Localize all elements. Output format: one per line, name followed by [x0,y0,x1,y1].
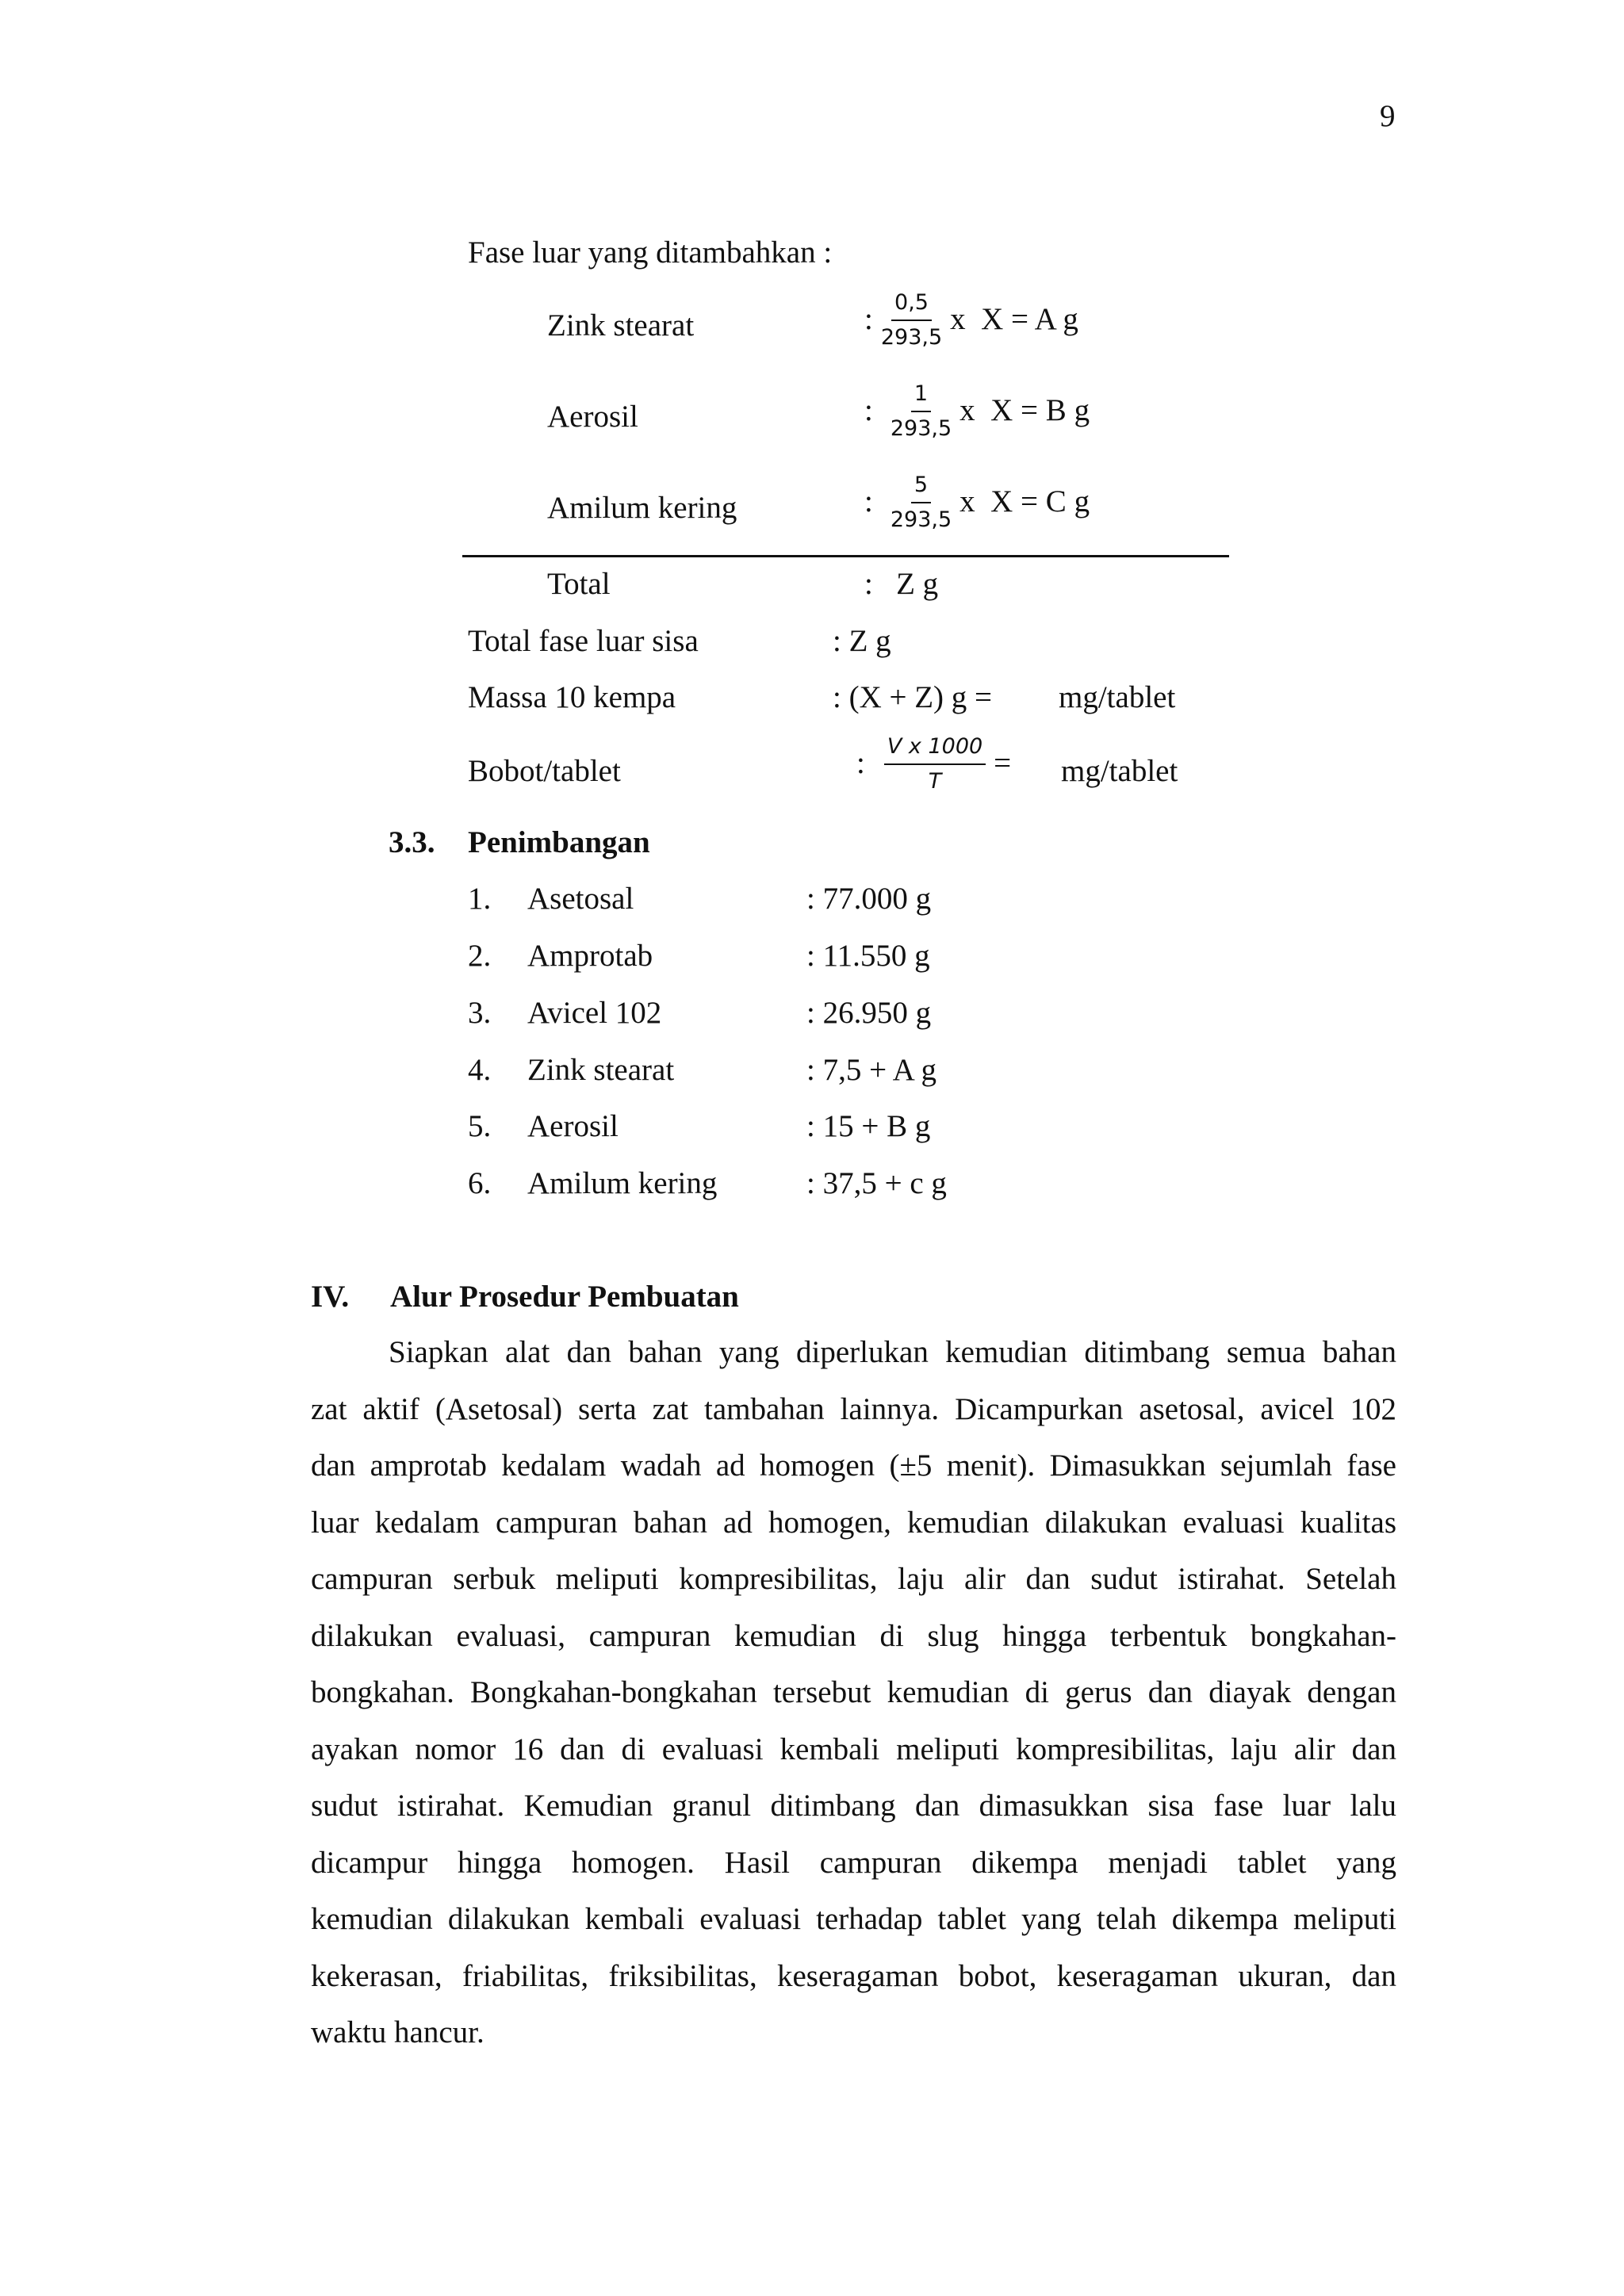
fase-luar-heading: Fase luar yang ditambahkan : [468,235,833,270]
list-item-number: 2. [468,939,492,973]
list-item-name: Amilum kering [527,1166,718,1200]
fraction-numerator: 1 [911,381,931,412]
list-item-value: : 7,5 + A g [806,1053,936,1087]
paragraph-line: sudut istirahat. Kemudian granul ditimbang dan dimasukkan sisa fase luar lalu [311,1789,1396,1823]
row-zink-stearat-formula [864,289,1078,351]
formula-equals: = [994,746,1012,781]
fraction [884,733,986,795]
row-amilum-kering-label: Amilum kering [547,491,737,525]
fraction-denominator: 293,5 [890,507,952,532]
formula-result: x X = C g [959,484,1090,519]
procedure-paragraph [311,1324,1396,2061]
paragraph-line: dilakukan evaluasi, campuran kemudian di slug hingga terbentuk bongkahan- [311,1618,1396,1653]
total-label: Total [547,567,611,601]
section-number: IV. [311,1280,350,1314]
row-aerosil-formula [864,381,1090,442]
paragraph-line: Siapkan alat dan bahan yang diperlukan kemudian ditimbang semua bahan [389,1335,1396,1369]
sisa-label: Total fase luar sisa [468,624,699,658]
section-title: Penimbangan [468,825,650,859]
fraction [887,381,955,442]
list-item-value: : 77.000 g [806,882,932,916]
formula-separator: : [856,746,865,781]
bobot-unit: mg/tablet [1061,754,1178,788]
paragraph-line: luar kedalam campuran bahan ad homogen, kemudian dilakukan evaluasi kualitas [311,1505,1396,1540]
total-value: : Z g [864,567,939,601]
paragraph-line: kemudian dilakukan kembali evaluasi terhadap tablet yang telah dikempa meliputi [311,1902,1396,1936]
section-number: 3.3. [389,825,435,859]
section-title: Alur Prosedur Pembuatan [390,1280,739,1314]
fraction [878,289,945,351]
fraction [887,472,955,534]
fraction-numerator: 0,5 [891,289,932,321]
list-item-number: 6. [468,1166,492,1200]
formula-result: x X = A g [950,302,1078,337]
paragraph-line: zat aktif (Asetosal) serta zat tambahan lainnya. Dicampurkan asetosal, avicel 102 [311,1391,1396,1426]
list-item-number: 4. [468,1053,492,1087]
list-item-name: Asetosal [527,882,634,916]
formula-separator: : [864,484,873,519]
formula-result: x X = B g [959,393,1090,428]
list-item-name: Avicel 102 [527,996,662,1030]
paragraph-line: dicampur hingga homogen. Hasil campuran dikempa menjadi tablet yang [311,1845,1396,1880]
total-divider-line [462,555,1229,557]
formula-separator: : [864,393,873,428]
paragraph-line: campuran serbuk meliputi kompresibilitas, laju alir dan sudut istirahat. Setelah [311,1562,1396,1596]
sisa-value: : Z g [833,624,891,658]
paragraph-line: waktu hancur. [311,2015,485,2049]
fraction-denominator: 293,5 [890,415,952,441]
paragraph-line: bongkahan. Bongkahan-bongkahan tersebut kemudian di gerus dan diayak dengan [311,1675,1396,1709]
row-zink-stearat-label: Zink stearat [547,308,695,342]
list-item-name: Amprotab [527,939,653,973]
list-item-value: : 15 + B g [806,1109,931,1143]
paragraph-line: kekerasan, friabilitas, friksibilitas, keseragaman bobot, keseragaman ukuran, dan [311,1958,1396,1993]
list-item-value: : 11.550 g [806,939,930,973]
massa-label: Massa 10 kempa [468,680,676,714]
paragraph-line: dan amprotab kedalam wadah ad homogen (±5 menit). Dimasukkan sejumlah fase [311,1448,1396,1483]
row-amilum-kering-formula [864,472,1090,534]
fraction-denominator: T [928,768,942,794]
fraction-numerator: 5 [911,472,931,503]
bobot-formula [856,733,1011,795]
list-item-name: Zink stearat [527,1053,675,1087]
fraction-denominator: 293,5 [880,324,943,350]
formula-separator: : [864,302,873,337]
list-item-number: 3. [468,996,492,1030]
paragraph-line: ayakan nomor 16 dan di evaluasi kembali meliputi kompresibilitas, laju alir dan [311,1732,1396,1766]
massa-unit: mg/tablet [1059,680,1176,714]
page-number: 9 [1380,99,1396,133]
list-item-number: 1. [468,882,492,916]
massa-value: : (X + Z) g = [833,680,993,714]
list-item-number: 5. [468,1109,492,1143]
list-item-value: : 26.950 g [806,996,932,1030]
list-item-value: : 37,5 + c g [806,1166,947,1200]
fraction-numerator: V x 1000 [884,733,986,765]
list-item-name: Aerosil [527,1109,619,1143]
bobot-label: Bobot/tablet [468,754,621,788]
row-aerosil-label: Aerosil [547,400,638,434]
